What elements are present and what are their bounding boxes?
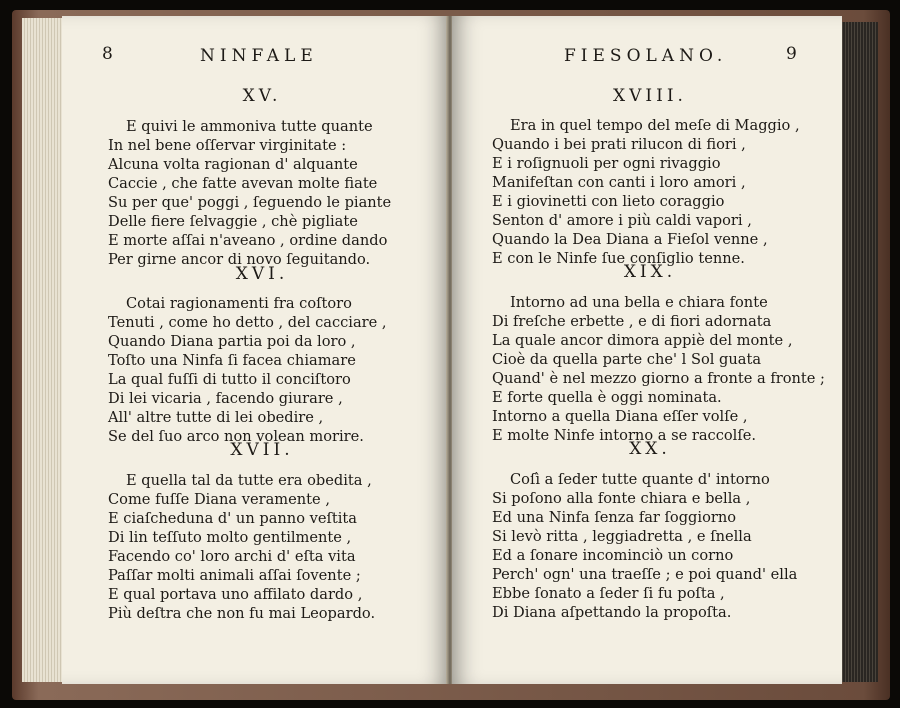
verse-line: Ed a ſonare incominciò un corno xyxy=(492,547,734,564)
verse-line: E morte aſſai n'aveano , ordine dando xyxy=(108,232,388,249)
verse-line: Ed una Ninfa ſenza far ſoggiorno xyxy=(492,509,737,526)
verse-line: Ebbe ſonato a ſeder ſi fu poſta , xyxy=(492,585,725,602)
stanza-number: XVI. xyxy=(235,264,289,284)
verse-line: E con le Ninfe ſue conſiglio tenne. xyxy=(492,250,745,267)
verse-line: Manifeſtan con canti i loro amori , xyxy=(492,174,746,191)
verse-line: Era in quel tempo del meſe di Maggio , xyxy=(510,117,800,134)
verse-line: All' altre tutte di lei obedire , xyxy=(108,409,324,426)
verse-line: E ciaſcheduna d' un panno veſtita xyxy=(108,510,357,527)
verse-line: Quando la Dea Diana a Fieſol venne , xyxy=(492,231,768,248)
verse-line: Più deſtra che non fu mai Leopardo. xyxy=(108,605,376,622)
verse-line: E qual portava uno affilato dardo , xyxy=(108,586,363,603)
verse-line: Cotai ragionamenti fra coſtoro xyxy=(126,295,352,312)
verse-line: In nel bene oſſervar virginitate : xyxy=(108,137,347,154)
stanza-number: XVIII. xyxy=(613,86,687,106)
stanza-number: XV. xyxy=(242,86,282,106)
verse-line: Toſto una Ninfa ſi facea chiamare xyxy=(108,352,356,369)
verse-line: Di Diana aſpettando la propoſta. xyxy=(492,604,732,621)
verse-line: Come fuſſe Diana veramente , xyxy=(108,491,330,508)
left-page xyxy=(62,16,448,684)
verse-line: Di lei vicaria , facendo giurare , xyxy=(108,390,343,407)
verse-line: Coſì a ſeder tutte quante d' intorno xyxy=(510,471,770,488)
page-edges-right xyxy=(840,22,878,682)
verse-line: E quivi le ammoniva tutte quante xyxy=(126,118,373,135)
verse-line: Senton d' amore i più caldi vapori , xyxy=(492,212,752,229)
verse-line: Intorno ad una bella e chiara fonte xyxy=(510,294,768,311)
stanza-number: XIX. xyxy=(623,262,677,282)
verse-line: Delle fiere ſelvaggie , chè pigliate xyxy=(108,213,358,230)
verse-line: Quand' è nel mezzo giorno a fronte a fronte ; xyxy=(492,370,825,387)
verse-line: Si levò ritta , leggiadretta , e ſnella xyxy=(492,528,752,545)
verse-line: Se del ſuo arco non volean morire. xyxy=(108,428,364,445)
verse-line: E quella tal da tutte era obedita , xyxy=(126,472,372,489)
right-page xyxy=(452,16,842,684)
verse-line: E forte quella è oggi nominata. xyxy=(492,389,722,406)
stanza-number: XX. xyxy=(629,439,671,459)
verse-line: Su per que' poggi , ſeguendo le piante xyxy=(108,194,392,211)
verse-line: Alcuna volta ragionan d' alquante xyxy=(108,156,358,173)
verse-line: Paſſar molti animali aſſai ſovente ; xyxy=(108,567,361,584)
verse-line: Tenuti , come ho detto , del cacciare , xyxy=(108,314,387,331)
stanza-number: XVII. xyxy=(230,440,294,460)
verse-line: Di lin teſſuto molto gentilmente , xyxy=(108,529,352,546)
running-head: NINFALE xyxy=(200,46,318,66)
page-number: 9 xyxy=(786,44,797,64)
verse-line: Quando i bei prati rilucon di fiori , xyxy=(492,136,746,153)
verse-line: E i roſignuoli per ogni rivaggio xyxy=(492,155,721,172)
verse-line: Di freſche erbette , e di fiori adornata xyxy=(492,313,772,330)
verse-line: La quale ancor dimora appiè del monte , xyxy=(492,332,793,349)
verse-line: Perch' ogn' una traeſſe ; e poi quand' ella xyxy=(492,566,798,583)
running-head: FIESOLANO. xyxy=(564,46,728,66)
verse-line: Per girne ancor di novo ſeguitando. xyxy=(108,251,371,268)
verse-line: Caccie , che fatte avevan molte fiate xyxy=(108,175,378,192)
verse-line: Intorno a quella Diana eſſer volſe , xyxy=(492,408,748,425)
verse-line: E molte Ninfe intorno a se raccolſe. xyxy=(492,427,757,444)
page-number: 8 xyxy=(102,44,113,64)
verse-line: La qual fuſſi di tutto il conciſtoro xyxy=(108,371,351,388)
verse-line: Quando Diana partia poi da loro , xyxy=(108,333,356,350)
verse-line: E i giovinetti con lieto coraggio xyxy=(492,193,725,210)
verse-line: Facendo co' loro archi d' eſta vita xyxy=(108,548,356,565)
page-edges-left xyxy=(22,18,66,682)
verse-line: Cioè da quella parte che' l Sol guata xyxy=(492,351,762,368)
verse-line: Si poſono alla fonte chiara e bella , xyxy=(492,490,751,507)
